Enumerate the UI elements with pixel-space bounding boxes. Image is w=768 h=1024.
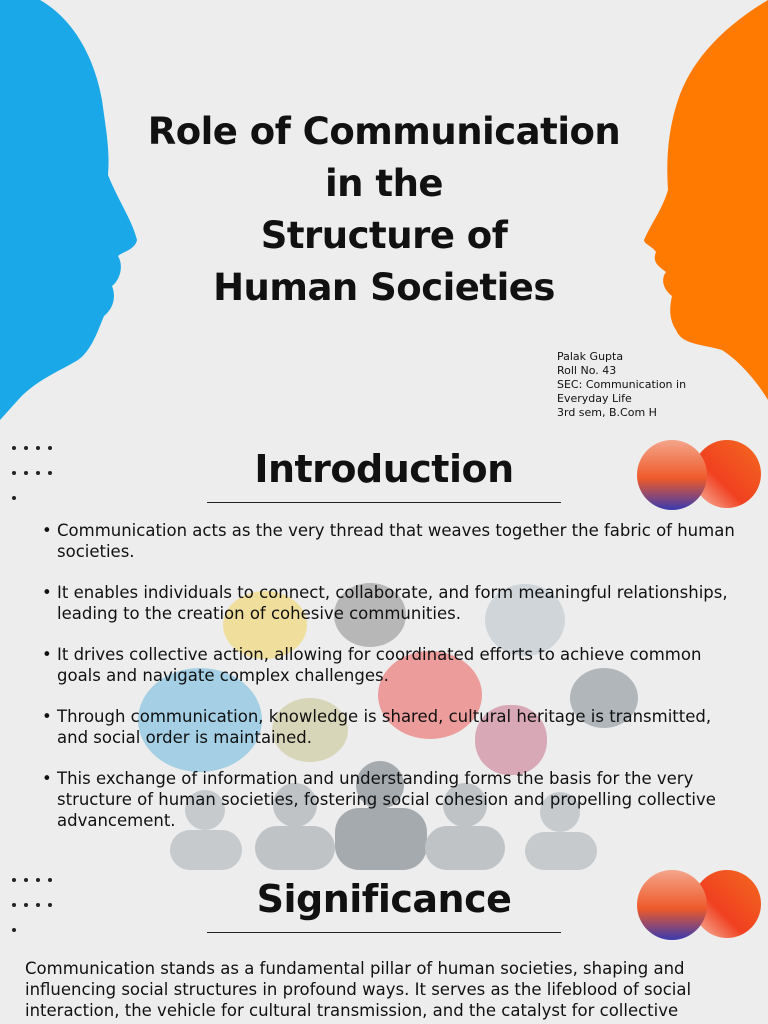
gradient-orbs-icon	[636, 868, 764, 942]
list-item: • It enables individuals to connect, collaborate, and form meaningful relationships, leading to the creation of cohesive communities.	[40, 582, 740, 624]
gradient-orbs-icon	[636, 438, 764, 512]
list-item: • Communication acts as the very thread that weaves together the fabric of human societies.	[40, 520, 740, 562]
significance-heading: Significance	[256, 877, 512, 921]
page-title	[110, 106, 658, 314]
introduction-divider	[207, 502, 561, 503]
significance-divider	[207, 932, 561, 933]
list-item: • It drives collective action, allowing for coordinated efforts to achieve common goals and navigate complex challenges.	[40, 644, 740, 686]
title-line-1: Role of Communication	[147, 110, 621, 153]
author-info	[557, 350, 757, 420]
author-course-2: Everyday Life	[557, 392, 632, 405]
author-roll: Roll No. 43	[557, 364, 617, 377]
introduction-list	[40, 520, 740, 851]
title-line-2: in the	[324, 162, 444, 205]
title-line-4: Human Societies	[213, 266, 555, 309]
author-name: Palak Gupta	[557, 350, 624, 363]
dots-decoration-icon	[12, 878, 60, 953]
author-course-1: SEC: Communication in	[557, 378, 687, 391]
list-item: • Through communication, knowledge is shared, cultural heritage is transmitted, and social order is maintained.	[40, 706, 740, 748]
dots-decoration-icon	[12, 446, 60, 521]
introduction-heading: Introduction	[254, 447, 514, 491]
author-semester: 3rd sem, B.Com H	[557, 406, 657, 419]
significance-paragraph: Communication stands as a fundamental pillar of human societies, shaping and influencing social structures in profound ways. It serves as the lifeblood of social interaction, the vehicle for cultural transmission, and the catalyst for collective	[25, 959, 692, 1020]
list-item: • This exchange of information and understanding forms the basis for the very structure of human societies, fostering social cohesion and propelling collective advancement.	[40, 768, 740, 831]
title-line-3: Structure of	[260, 214, 508, 257]
